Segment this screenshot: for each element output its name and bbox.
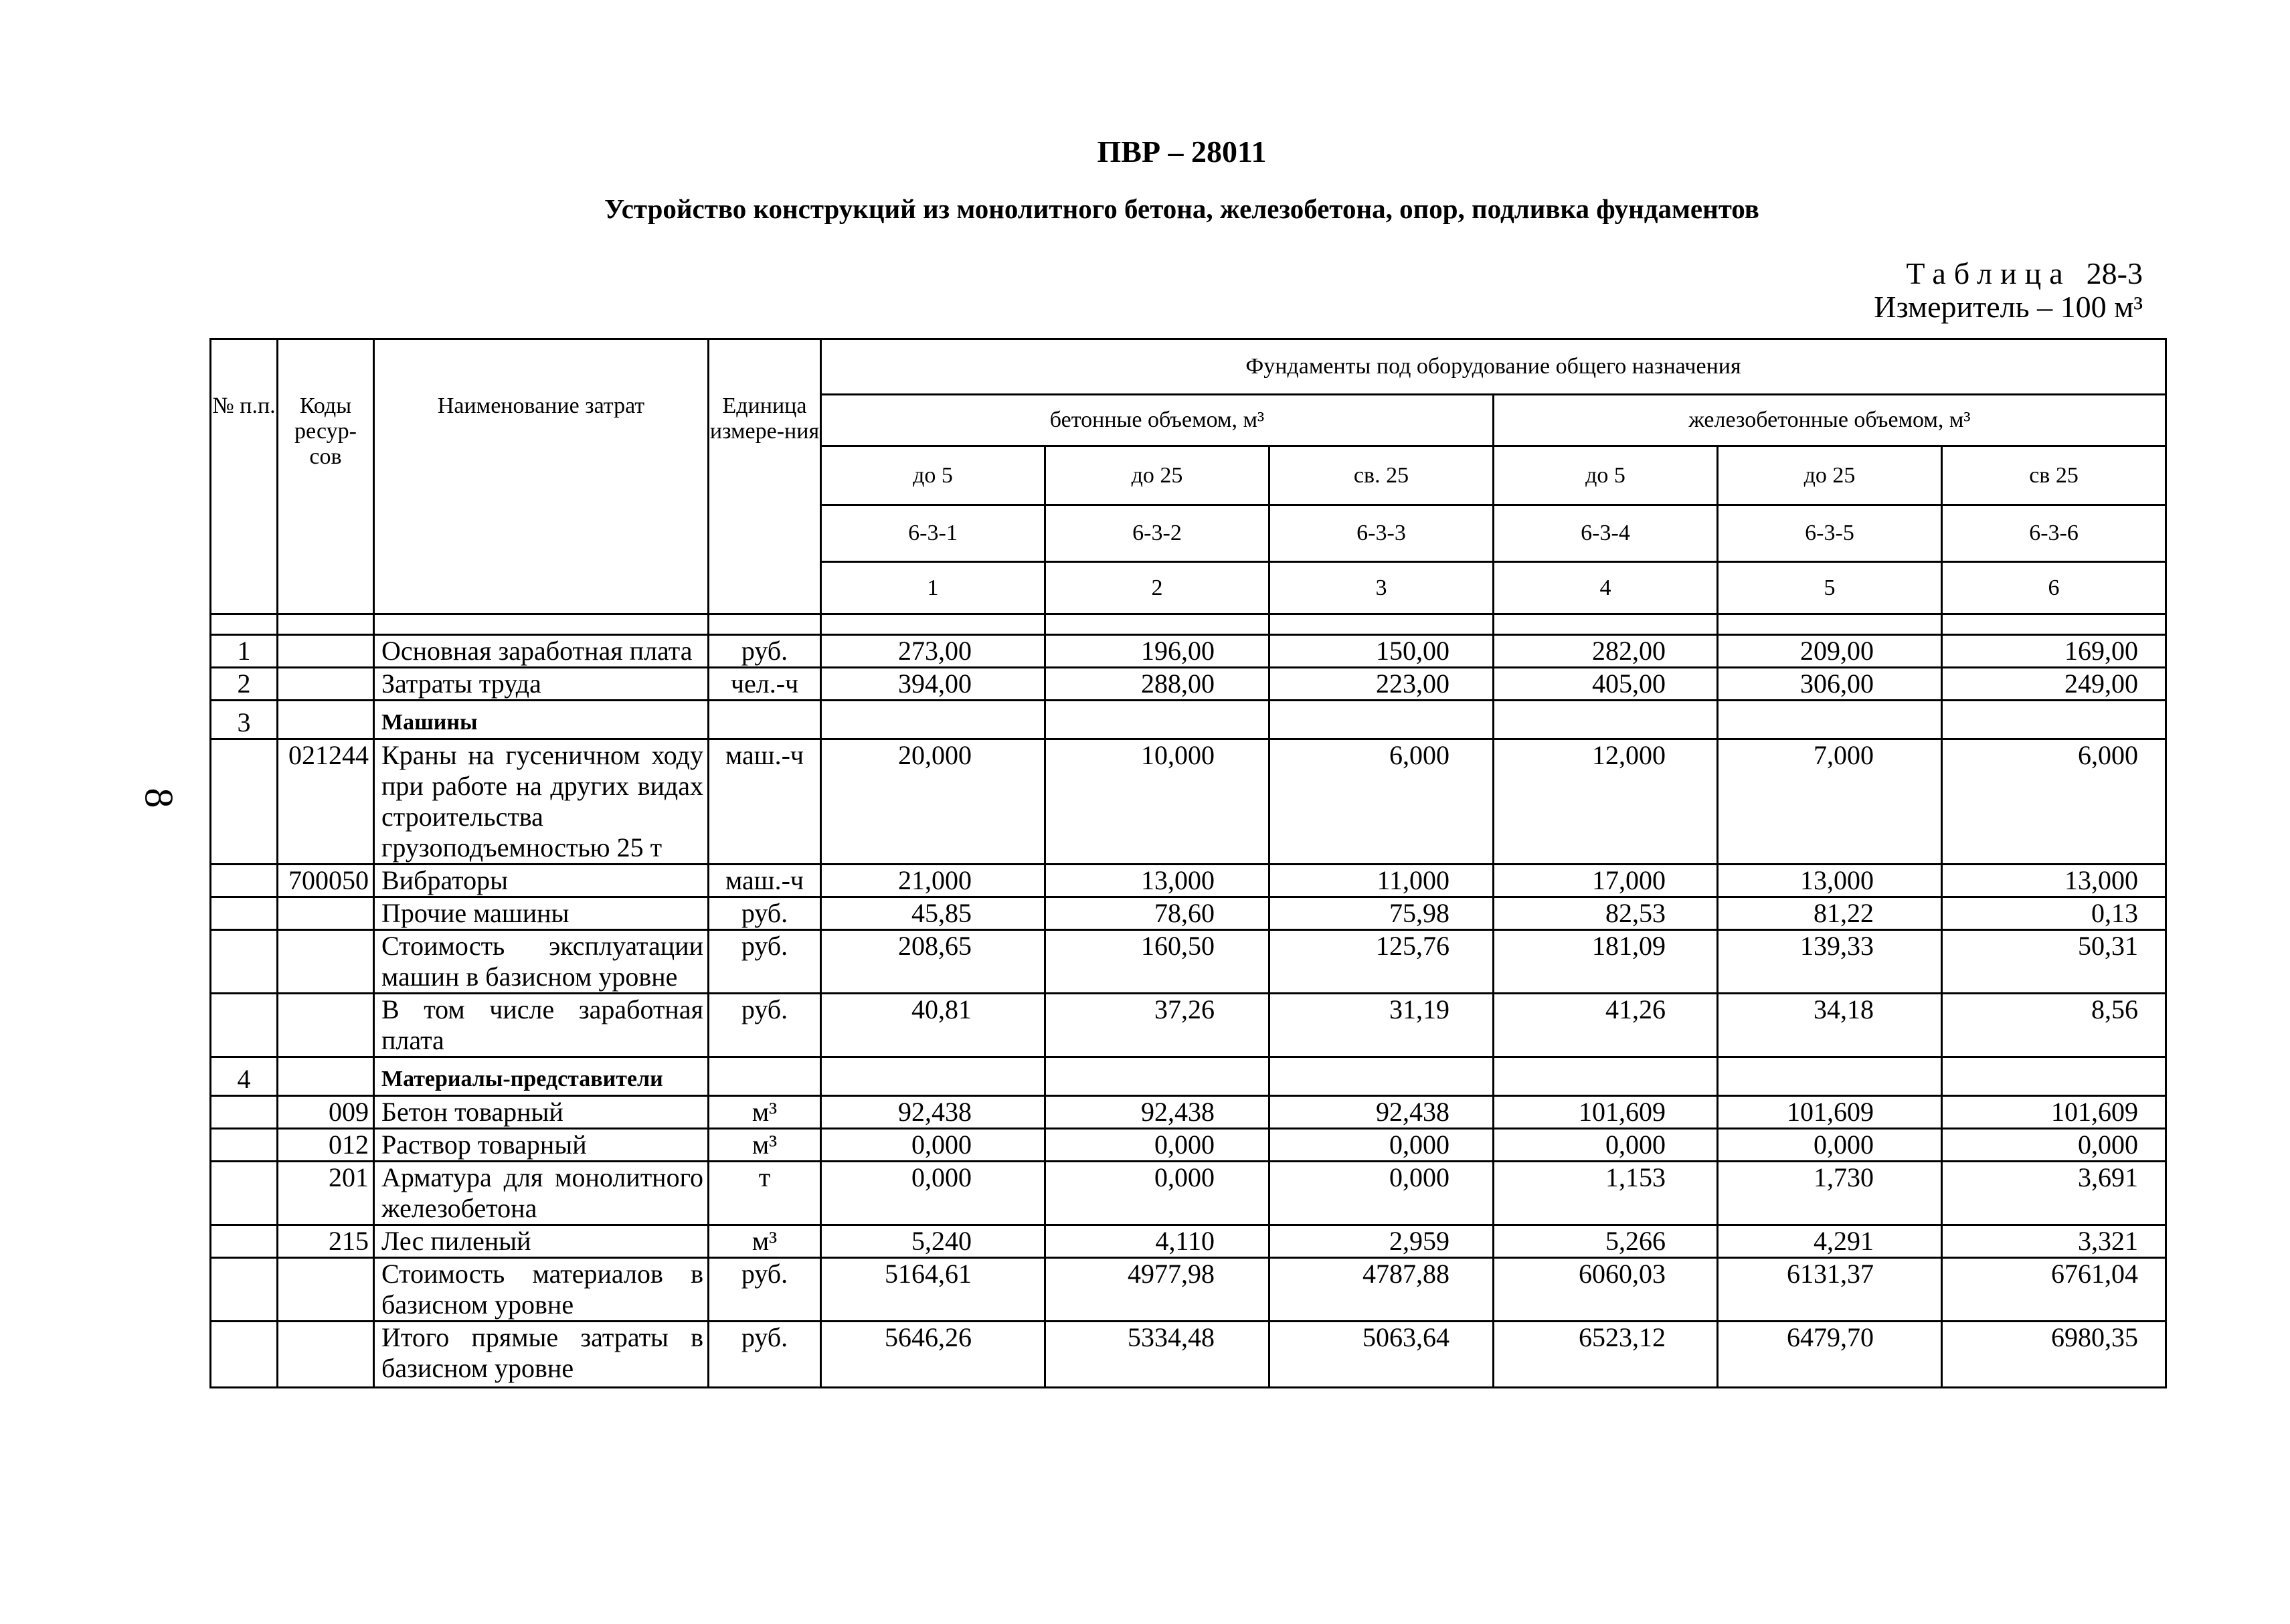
value-cell: 92,438 (1045, 1096, 1269, 1129)
value-cell: 160,50 (1045, 930, 1269, 994)
value-cell: 12,000 (1494, 739, 1718, 865)
value-cell: 0,000 (1718, 1129, 1942, 1162)
value-cell: 31,19 (1269, 994, 1494, 1057)
table-row (211, 1096, 2166, 1129)
header-range: до 25 (1718, 446, 1942, 505)
value-cell (1942, 701, 2166, 739)
value-cell: 4787,88 (1269, 1258, 1494, 1322)
value-cell: 6761,04 (1942, 1258, 2166, 1322)
table-row (211, 865, 2166, 897)
value-cell: 4977,98 (1045, 1258, 1269, 1322)
table-row (211, 1258, 2166, 1322)
value-cell: 1,730 (1718, 1162, 1942, 1225)
row-number (211, 1258, 278, 1322)
value-cell: 92,438 (821, 1096, 1045, 1129)
table-row (211, 668, 2166, 701)
unit-cell: руб. (709, 930, 821, 994)
value-cell: 101,609 (1718, 1096, 1942, 1129)
resource-code (278, 1258, 374, 1322)
row-number (211, 930, 278, 994)
value-cell: 0,000 (1942, 1129, 2166, 1162)
value-cell (1269, 701, 1494, 739)
unit-cell: маш.-ч (709, 865, 821, 897)
value-cell: 0,000 (1045, 1129, 1269, 1162)
value-cell (1718, 1057, 1942, 1096)
resource-code (278, 1322, 374, 1388)
unit-cell (709, 701, 821, 739)
table-row (211, 1162, 2166, 1225)
value-cell: 196,00 (1045, 635, 1269, 668)
value-cell: 288,00 (1045, 668, 1269, 701)
cost-name: Вибраторы (374, 865, 709, 897)
header-col-number: 4 (1494, 562, 1718, 614)
resource-code (278, 994, 374, 1057)
unit-cell: т (709, 1162, 821, 1225)
table-row (211, 1129, 2166, 1162)
cost-table (209, 338, 2167, 1388)
resource-code: 012 (278, 1129, 374, 1162)
row-number (211, 1096, 278, 1129)
unit-cell: руб. (709, 1258, 821, 1322)
row-number (211, 1225, 278, 1258)
row-number: 1 (211, 635, 278, 668)
resource-code (278, 930, 374, 994)
cost-name: Затраты труда (374, 668, 709, 701)
value-cell: 13,000 (1718, 865, 1942, 897)
value-cell: 5646,26 (821, 1322, 1045, 1388)
cost-name: Стоимость материалов в базисном уровне (374, 1258, 709, 1322)
value-cell: 40,81 (821, 994, 1045, 1057)
header-unit: Единица измере-ния (709, 339, 821, 614)
row-number (211, 739, 278, 865)
value-cell: 282,00 (1494, 635, 1718, 668)
header-num: № п.п. (211, 339, 278, 614)
value-cell (1494, 701, 1718, 739)
value-cell: 125,76 (1269, 930, 1494, 994)
unit-cell: руб. (709, 1322, 821, 1388)
value-cell (1045, 1057, 1269, 1096)
unit-cell: чел.-ч (709, 668, 821, 701)
value-cell: 0,000 (1269, 1129, 1494, 1162)
header-group: Фундаменты под оборудование общего назначения (821, 339, 2166, 395)
value-cell: 3,321 (1942, 1225, 2166, 1258)
value-cell: 5164,61 (821, 1258, 1045, 1322)
value-cell: 78,60 (1045, 897, 1269, 930)
unit-cell: маш.-ч (709, 739, 821, 865)
table-header (211, 339, 2166, 614)
table-row (211, 739, 2166, 865)
value-cell: 209,00 (1718, 635, 1942, 668)
value-cell: 0,000 (1494, 1129, 1718, 1162)
value-cell: 21,000 (821, 865, 1045, 897)
value-cell: 181,09 (1494, 930, 1718, 994)
row-number (211, 1322, 278, 1388)
header-col-number: 3 (1269, 562, 1494, 614)
value-cell: 249,00 (1942, 668, 2166, 701)
cost-name: Стоимость эксплуатации машин в базисном уровне (374, 930, 709, 994)
header-range: св. 25 (1269, 446, 1494, 505)
resource-code: 021244 (278, 739, 374, 865)
table-row (211, 1322, 2166, 1388)
table-number: 28-3 (2086, 256, 2143, 290)
unit-cell: м³ (709, 1225, 821, 1258)
cost-name: Арматура для монолитного железобетона (374, 1162, 709, 1225)
unit-cell (709, 1057, 821, 1096)
cost-name: Раствор товарный (374, 1129, 709, 1162)
value-cell (821, 701, 1045, 739)
header-code-ref: 6-3-4 (1494, 505, 1718, 562)
value-cell: 0,000 (821, 1162, 1045, 1225)
value-cell: 0,13 (1942, 897, 2166, 930)
value-cell: 20,000 (821, 739, 1045, 865)
resource-code (278, 701, 374, 739)
value-cell (1045, 701, 1269, 739)
table-row (211, 635, 2166, 668)
header-name: Наименование затрат (374, 339, 709, 614)
value-cell: 6523,12 (1494, 1322, 1718, 1388)
measure-label: Измеритель – 100 м³ (1874, 290, 2143, 324)
value-cell: 17,000 (1494, 865, 1718, 897)
table-row (211, 701, 2166, 739)
resource-code: 009 (278, 1096, 374, 1129)
cost-name: В том числе заработная плата (374, 994, 709, 1057)
header-range: до 25 (1045, 446, 1269, 505)
cost-name: Итого прямые затраты в базисном уровне (374, 1322, 709, 1388)
row-number (211, 1162, 278, 1225)
value-cell (821, 1057, 1045, 1096)
value-cell: 7,000 (1718, 739, 1942, 865)
value-cell: 150,00 (1269, 635, 1494, 668)
unit-cell: руб. (709, 994, 821, 1057)
value-cell: 82,53 (1494, 897, 1718, 930)
value-cell: 6060,03 (1494, 1258, 1718, 1322)
table-row (211, 994, 2166, 1057)
value-cell: 273,00 (821, 635, 1045, 668)
value-cell: 101,609 (1494, 1096, 1718, 1129)
row-number (211, 865, 278, 897)
value-cell: 13,000 (1942, 865, 2166, 897)
value-cell: 10,000 (1045, 739, 1269, 865)
resource-code: 201 (278, 1162, 374, 1225)
value-cell: 2,959 (1269, 1225, 1494, 1258)
value-cell: 11,000 (1269, 865, 1494, 897)
resource-code (278, 897, 374, 930)
row-number (211, 1129, 278, 1162)
unit-cell: руб. (709, 897, 821, 930)
row-number: 4 (211, 1057, 278, 1096)
value-cell: 81,22 (1718, 897, 1942, 930)
value-cell: 0,000 (821, 1129, 1045, 1162)
value-cell: 92,438 (1269, 1096, 1494, 1129)
value-cell: 34,18 (1718, 994, 1942, 1057)
header-range: до 5 (821, 446, 1045, 505)
value-cell: 394,00 (821, 668, 1045, 701)
document-subtitle: Устройство конструкций из монолитного бетона, железобетона, опор, подливка фундаментов (604, 193, 1759, 224)
cost-name: Краны на гусеничном ходу при работе на других видах строительства грузоподъемностью 25 т (374, 739, 709, 865)
row-number: 2 (211, 668, 278, 701)
table-row (211, 1057, 2166, 1096)
value-cell: 5063,64 (1269, 1322, 1494, 1388)
value-cell: 8,56 (1942, 994, 2166, 1057)
value-cell: 75,98 (1269, 897, 1494, 930)
value-cell: 6,000 (1942, 739, 2166, 865)
page-number: 8 (137, 788, 181, 808)
value-cell: 4,110 (1045, 1225, 1269, 1258)
value-cell: 169,00 (1942, 635, 2166, 668)
value-cell: 50,31 (1942, 930, 2166, 994)
value-cell (1269, 1057, 1494, 1096)
value-cell: 37,26 (1045, 994, 1269, 1057)
table-row (211, 897, 2166, 930)
value-cell (1942, 1057, 2166, 1096)
unit-cell: м³ (709, 1096, 821, 1129)
table-row (211, 930, 2166, 994)
unit-cell: руб. (709, 635, 821, 668)
header-col-number: 5 (1718, 562, 1942, 614)
table-body (211, 614, 2166, 1388)
document-title: ПВР – 28011 (1097, 134, 1267, 169)
header-col-number: 6 (1942, 562, 2166, 614)
value-cell: 6,000 (1269, 739, 1494, 865)
header-code-ref: 6-3-1 (821, 505, 1045, 562)
header-code: Коды ресур-сов (278, 339, 374, 614)
header-code-ref: 6-3-6 (1942, 505, 2166, 562)
cost-name: Лес пиленый (374, 1225, 709, 1258)
cost-name: Прочие машины (374, 897, 709, 930)
resource-code (278, 1057, 374, 1096)
resource-code: 215 (278, 1225, 374, 1258)
cost-name: Основная заработная плата (374, 635, 709, 668)
value-cell: 0,000 (1269, 1162, 1494, 1225)
cost-name: Бетон товарный (374, 1096, 709, 1129)
value-cell (1494, 1057, 1718, 1096)
section-heading: Машины (374, 701, 709, 739)
row-number (211, 994, 278, 1057)
value-cell: 6479,70 (1718, 1322, 1942, 1388)
header-col-number: 1 (821, 562, 1045, 614)
value-cell: 208,65 (821, 930, 1045, 994)
value-cell: 41,26 (1494, 994, 1718, 1057)
header-sub-reinforced: железобетонные объемом, м³ (1494, 395, 2166, 446)
header-range: до 5 (1494, 446, 1718, 505)
value-cell: 45,85 (821, 897, 1045, 930)
value-cell: 101,609 (1942, 1096, 2166, 1129)
value-cell: 1,153 (1494, 1162, 1718, 1225)
header-range: св 25 (1942, 446, 2166, 505)
resource-code (278, 668, 374, 701)
section-heading: Материалы-представители (374, 1057, 709, 1096)
value-cell (1718, 701, 1942, 739)
header-code-ref: 6-3-3 (1269, 505, 1494, 562)
header-sub-concrete: бетонные объемом, м³ (821, 395, 1494, 446)
value-cell: 0,000 (1045, 1162, 1269, 1225)
value-cell: 3,691 (1942, 1162, 2166, 1225)
value-cell: 13,000 (1045, 865, 1269, 897)
table-row (211, 1225, 2166, 1258)
table-caption (1906, 256, 2143, 291)
value-cell: 6131,37 (1718, 1258, 1942, 1322)
value-cell: 306,00 (1718, 668, 1942, 701)
resource-code: 700050 (278, 865, 374, 897)
row-number (211, 897, 278, 930)
value-cell: 4,291 (1718, 1225, 1942, 1258)
value-cell: 405,00 (1494, 668, 1718, 701)
resource-code (278, 635, 374, 668)
header-col-number: 2 (1045, 562, 1269, 614)
header-code-ref: 6-3-5 (1718, 505, 1942, 562)
table-label: Таблица (1906, 256, 2071, 290)
row-number: 3 (211, 701, 278, 739)
unit-cell: м³ (709, 1129, 821, 1162)
value-cell: 5,266 (1494, 1225, 1718, 1258)
value-cell: 5,240 (821, 1225, 1045, 1258)
value-cell: 5334,48 (1045, 1322, 1269, 1388)
value-cell: 139,33 (1718, 930, 1942, 994)
header-code-ref: 6-3-2 (1045, 505, 1269, 562)
value-cell: 6980,35 (1942, 1322, 2166, 1388)
value-cell: 223,00 (1269, 668, 1494, 701)
